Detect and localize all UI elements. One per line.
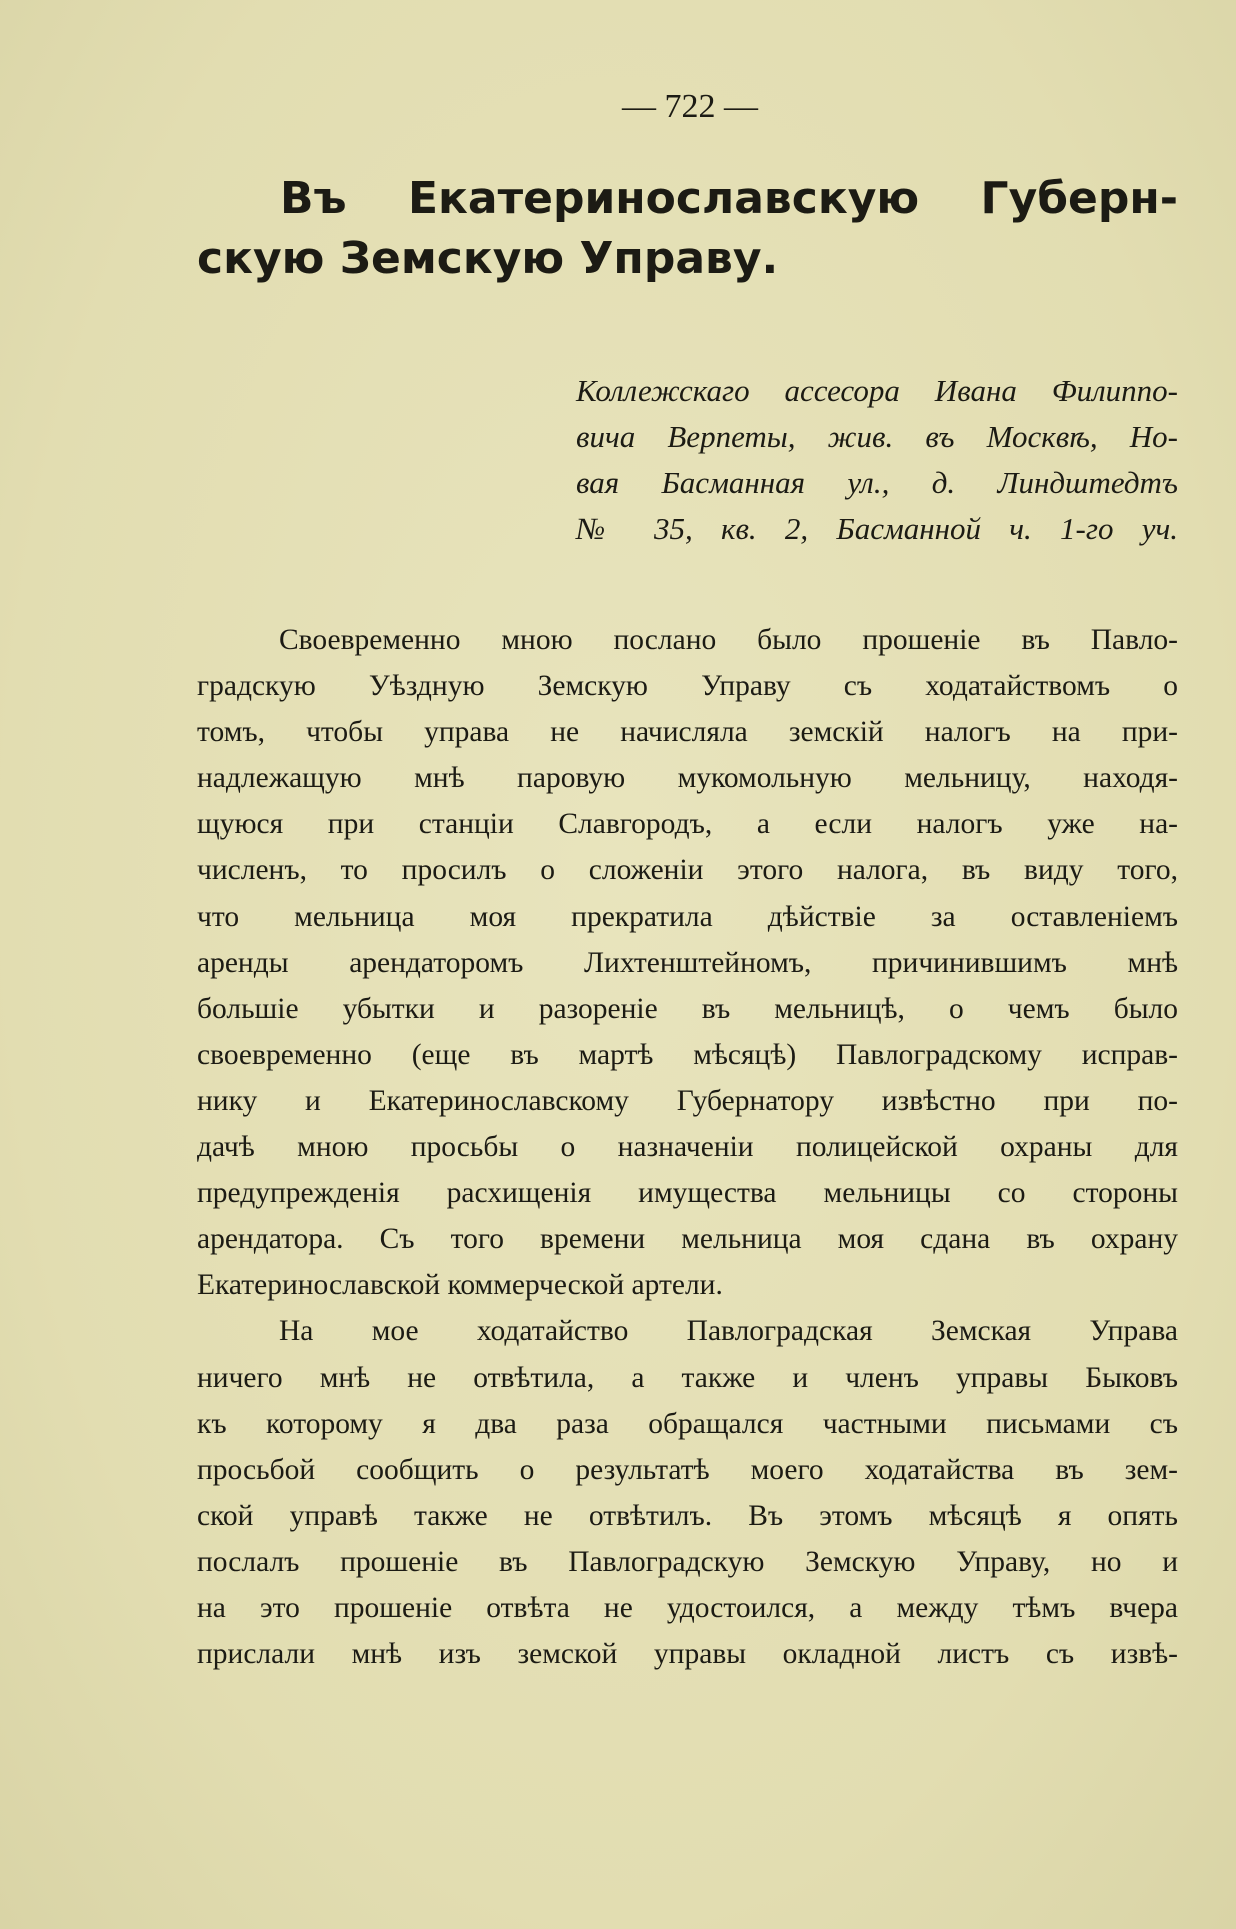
paragraph-1-line: нику и Екатеринославскому Губернатору извѣстно при по-: [197, 1084, 1178, 1117]
author-line: № 35, кв. 2, Басманной ч. 1-го уч.: [576, 511, 1178, 546]
page-number: — 722 —: [622, 88, 758, 125]
paragraph-1-line: что мельница моя прекратила дѣйствіе за оставленіемъ: [197, 900, 1178, 933]
paragraph-1-line: арендатора. Съ того времени мельница моя сдана въ охрану: [197, 1223, 1178, 1256]
paragraph-1-line: дачѣ мною просьбы о назначеніи полицейской охраны для: [197, 1131, 1178, 1164]
author-line: вича Верпеты, жив. въ Москвѣ, Но-: [576, 419, 1178, 454]
paragraph-1-line: градскую Уѣздную Земскую Управу съ ходатайствомъ о: [197, 670, 1178, 703]
paragraph-2-line: прислали мнѣ изъ земской управы окладной листъ съ извѣ-: [197, 1638, 1178, 1671]
author-block: [576, 368, 1178, 552]
paragraph-1-line: предупрежденія расхищенія имущества мельницы со стороны: [197, 1177, 1178, 1210]
body-text: [197, 617, 1178, 1677]
paragraph-1-line: аренды арендаторомъ Лихтенштейномъ, причинившимъ мнѣ: [197, 946, 1178, 979]
paragraph-2-line: ничего мнѣ не отвѣтила, а также и членъ управы Быковъ: [197, 1361, 1178, 1394]
paragraph-2-line: къ которому я два раза обращался частными письмами съ: [197, 1407, 1178, 1440]
paragraph-1-line: своевременно (еще въ мартѣ мѣсяцѣ) Павлоградскому исправ-: [197, 1038, 1178, 1071]
paragraph-1-line: Своевременно мною послано было прошеніе въ Павло-: [279, 624, 1178, 656]
paragraph-1-line: томъ, чтобы управа не начисляла земскій налогъ на при-: [197, 716, 1178, 749]
paragraph-2-line: послалъ прошеніе въ Павлоградскую Земскую Управу, но и: [197, 1545, 1178, 1578]
author-line: Коллежскаго ассесора Ивана Филиппо-: [576, 373, 1178, 408]
heading-line-1: Въ Екатеринославскую Губерн-: [280, 173, 1178, 224]
author-line: вая Басманная ул., д. Линдштедтъ: [576, 465, 1178, 500]
heading-line-2: скую Земскую Управу.: [197, 233, 779, 284]
paragraph-1-line: численъ, то просилъ о сложеніи этого налога, въ виду того,: [197, 854, 1178, 887]
paragraph-1-line: щуюся при станціи Славгородъ, а если налогъ уже на-: [197, 808, 1178, 841]
paragraph-2-line: на это прошеніе отвѣта не удостоился, а между тѣмъ вчера: [197, 1591, 1178, 1624]
paragraph-2-line: На мое ходатайство Павлоградская Земская Управа: [279, 1315, 1178, 1348]
paragraph-1-line: надлежащую мнѣ паровую мукомольную мельницу, находя-: [197, 762, 1178, 795]
paragraph-2-line: ской управѣ также не отвѣтилъ. Въ этомъ мѣсяцѣ я опять: [197, 1499, 1178, 1532]
paragraph-1-line: Екатеринославской коммерческой артели.: [197, 1269, 723, 1302]
paragraph-1-line: большіе убытки и разореніе въ мельницѣ, о чемъ было: [197, 992, 1178, 1025]
paragraph-2-line: просьбой сообщить о результатѣ моего ходатайства въ зем-: [197, 1453, 1178, 1486]
